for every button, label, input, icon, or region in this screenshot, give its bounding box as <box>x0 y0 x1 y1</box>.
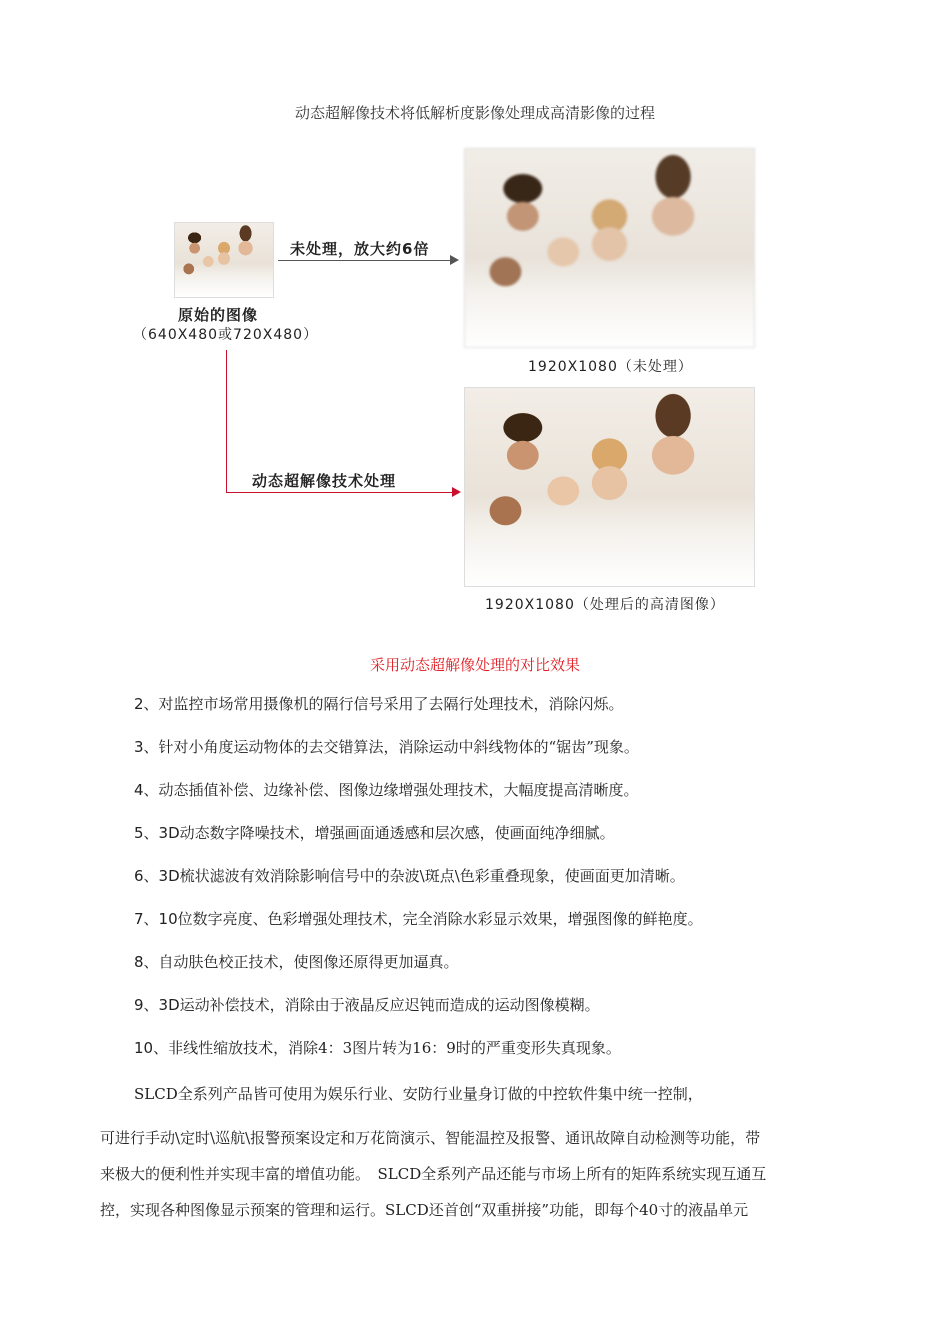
list-item <box>134 735 894 778</box>
list-item <box>134 907 894 950</box>
list-item <box>134 692 894 735</box>
list-item-number: 6、3D <box>134 867 180 885</box>
unprocessed-arrow-label: 未处理，放大约6倍 <box>290 240 430 258</box>
original-image-label: 原始的图像 <box>178 306 259 324</box>
paragraph-line: 来极大的便利性并实现丰富的增值功能。 SLCD全系列产品还能与市场上所有的矩阵系统实现互通互 <box>100 1165 767 1183</box>
list-item-number: 10、 <box>134 1039 169 1057</box>
processed-image <box>464 387 755 587</box>
diagram-caption: 动态超解像技术将低解析度影像处理成高清影像的过程 <box>294 104 655 122</box>
list-item-text: 动态插值补偿、边缘补偿、图像边缘增强处理技术，大幅度提高清晰度。 <box>158 781 639 799</box>
list-item-number: 9、3D <box>134 996 180 1014</box>
section-title: 采用动态超解像处理的对比效果 <box>369 656 580 674</box>
processed-arrow-label: 动态超解像技术处理 <box>252 472 397 490</box>
original-image-resolution: （640X480或720X480） <box>133 327 319 343</box>
processed-arrow-line <box>226 492 452 493</box>
list-item-number: 2、 <box>134 695 159 713</box>
list-item-number: 3、 <box>134 738 159 756</box>
list-item-number: 7、10 <box>134 910 178 928</box>
list-item-text: 位数字亮度、色彩增强处理技术，完全消除水彩显示效果，增强图像的鲜艳度。 <box>177 910 703 928</box>
unprocessed-arrow-head-icon <box>450 255 459 265</box>
list-item-number: 5、3D <box>134 824 180 842</box>
list-item-text: 运动补偿技术，消除由于液晶反应迟钝而造成的运动图像模糊。 <box>179 996 600 1014</box>
list-item-text: 针对小角度运动物体的去交错算法，消除运动中斜线物体的“锯齿”现象。 <box>158 738 639 756</box>
list-item-text: 梳状滤波有效消除影响信号中的杂波\斑点\色彩重叠现象，使画面更加清晰。 <box>179 867 685 885</box>
list-item <box>134 993 894 1036</box>
processed-arrow-head-icon <box>452 487 461 497</box>
list-item-text: 动态数字降噪技术，增强画面通透感和层次感，使画面纯净细腻。 <box>179 824 615 842</box>
list-item-text: 对监控市场常用摄像机的隔行信号采用了去隔行处理技术，消除闪烁。 <box>158 695 624 713</box>
list-item <box>134 864 894 907</box>
processed-image-caption: 1920X1080（处理后的高清图像） <box>485 597 725 613</box>
list-item <box>134 950 894 993</box>
unprocessed-image <box>464 148 755 348</box>
unprocessed-image-caption: 1920X1080（未处理） <box>528 359 693 375</box>
processed-path-vertical-line <box>226 350 227 492</box>
list-item-number: 4、 <box>134 781 159 799</box>
paragraph-line: 可进行手动\定时\巡航\报警预案设定和万花筒演示、智能温控及报警、通讯故障自动检测等功能，带 <box>100 1129 761 1147</box>
list-item-text: 非线性缩放技术，消除4：3图片转为16：9时的严重变形失真现象。 <box>168 1039 621 1057</box>
list-item-text: 自动肤色校正技术，使图像还原得更加逼真。 <box>158 953 459 971</box>
feature-list <box>134 692 894 1079</box>
list-item <box>134 778 894 821</box>
list-item <box>134 821 894 864</box>
list-item-number: 8、 <box>134 953 159 971</box>
original-image-thumbnail <box>174 222 274 298</box>
paragraph-line: 控，实现各种图像显示预案的管理和运行。SLCD还首创“双重拼接”功能，即每个40寸的液晶单元 <box>100 1201 749 1219</box>
paragraph-intro: SLCD全系列产品皆可使用为娱乐行业、安防行业量身订做的中控软件集中统一控制， <box>134 1085 703 1103</box>
list-item <box>134 1036 894 1079</box>
unprocessed-arrow-line <box>278 260 450 261</box>
